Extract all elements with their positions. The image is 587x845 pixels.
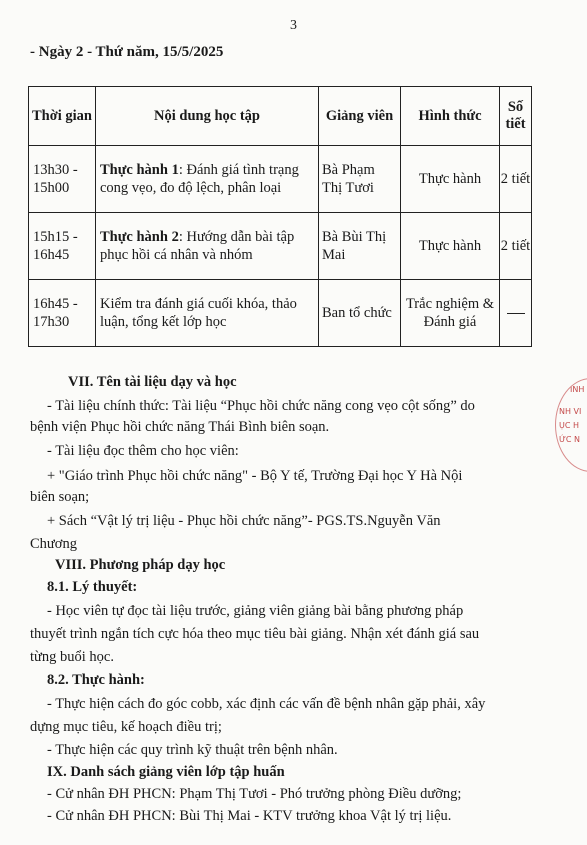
format-l2: Đánh giá <box>423 314 477 330</box>
content-l2: phục hồi cá nhân và nhóm <box>100 247 253 263</box>
cell-format <box>401 280 500 347</box>
stamp-text: ỤC H <box>559 421 579 430</box>
cell-lecturer <box>319 146 401 213</box>
header-content: Nội dung học tập <box>96 87 319 146</box>
page-number: 3 <box>290 18 297 33</box>
stamp-text: ÌNH <box>570 385 585 394</box>
cell-time <box>29 146 96 213</box>
paragraph-line: dựng mục tiêu, kế hoạch điều trị; <box>30 719 222 735</box>
header-time: Thời gian <box>29 87 96 146</box>
table-row <box>29 146 532 213</box>
format-l1: Thực hành <box>418 238 482 254</box>
paragraph-line: thuyết trình ngắn tích cực hóa theo mục tiêu bài giảng. Nhận xét đánh giá sau <box>30 626 480 642</box>
section-7-heading: VII. Tên tài liệu dạy và học <box>68 374 237 390</box>
content-l2: luận, tổng kết lớp học <box>100 314 227 330</box>
cell-content <box>96 146 319 213</box>
time-start: 16h45 - <box>33 296 78 312</box>
cell-time <box>29 213 96 280</box>
lecturer-l1: Bà Bùi Thị <box>322 229 387 245</box>
paragraph-line: Chương <box>30 536 77 552</box>
time-end: 17h30 <box>33 314 70 330</box>
table-row <box>29 213 532 280</box>
cell-periods: 2 tiết <box>500 146 532 213</box>
paragraph-line: - Thực hiện các quy trình kỹ thuật trên bệnh nhân. <box>47 742 338 758</box>
schedule-table <box>28 86 532 347</box>
time-end: 16h45 <box>33 247 70 263</box>
content-l2: cong vẹo, đo độ lệch, phân loại <box>100 180 282 196</box>
paragraph-line: bệnh viện Phục hồi chức năng Thái Bình biên soạn. <box>30 419 330 435</box>
content-bold: Thực hành 2 <box>100 229 179 245</box>
header-lecturer: Giảng viên <box>319 87 401 146</box>
paragraph-line: - Học viên tự đọc tài liệu trước, giảng viên giảng bài bằng phương pháp <box>47 603 464 619</box>
cell-content <box>96 280 319 347</box>
paragraph-line: từng buổi học. <box>30 649 114 665</box>
time-end: 15h00 <box>33 180 70 196</box>
cell-lecturer <box>319 280 401 347</box>
content-l1: : Hướng dẫn bài tập <box>178 229 295 245</box>
paragraph-line: - Tài liệu đọc thêm cho học viên: <box>47 443 239 459</box>
content-l1: : Đánh giá tình trạng <box>178 162 299 178</box>
time-start: 13h30 - <box>33 162 78 178</box>
content-bold: Thực hành 1 <box>100 162 179 178</box>
format-l1: Trắc nghiệm & <box>405 296 495 312</box>
red-stamp <box>555 378 587 472</box>
paragraph-line: - Cử nhân ĐH PHCN: Phạm Thị Tươi - Phó trưởng phòng Điều dưỡng; <box>47 786 462 802</box>
cell-periods: 2 tiết <box>500 213 532 280</box>
section-8-1-heading: 8.1. Lý thuyết: <box>47 579 138 595</box>
lecturer-l2: Thị Tươi <box>322 180 374 196</box>
lecturer-l1: Bà Phạm <box>322 162 375 178</box>
table-row <box>29 280 532 347</box>
paragraph-line: biên soạn; <box>30 489 90 505</box>
header-periods-l1: Số <box>507 99 524 115</box>
day-heading: - Ngày 2 - Thứ năm, 15/5/2025 <box>30 44 224 60</box>
header-periods-l2: tiết <box>505 116 526 132</box>
cell-periods <box>500 280 532 347</box>
paragraph-line: - Thực hiện cách đo góc cobb, xác định các vấn đề bệnh nhân gặp phải, xây <box>47 696 486 712</box>
header-periods <box>500 87 532 146</box>
section-8-2-heading: 8.2. Thực hành: <box>47 672 145 688</box>
cell-content <box>96 213 319 280</box>
stamp-text: ỨC N <box>559 435 580 444</box>
header-format: Hình thức <box>401 87 500 146</box>
content-l1: Kiểm tra đánh giá cuối khóa, thảo <box>100 296 297 312</box>
cell-time <box>29 280 96 347</box>
section-9-heading: IX. Danh sách giảng viên lớp tập huấn <box>47 764 285 780</box>
cell-lecturer <box>319 213 401 280</box>
lecturer-l2: Mai <box>322 247 346 263</box>
paragraph-line: + "Giáo trình Phục hồi chức năng" - Bộ Y tế, Trường Đại học Y Hà Nội <box>47 468 463 484</box>
cell-format <box>401 146 500 213</box>
lecturer-l1: Ban tổ chức <box>322 305 392 321</box>
table-header-row <box>29 87 532 146</box>
section-8-heading: VIII. Phương pháp dạy học <box>55 557 226 573</box>
paragraph-line: - Cử nhân ĐH PHCN: Bùi Thị Mai - KTV trưởng khoa Vật lý trị liệu. <box>47 808 452 824</box>
time-start: 15h15 - <box>33 229 78 245</box>
paragraph-line: + Sách “Vật lý trị liệu - Phục hồi chức năng”- PGS.TS.Nguyễn Văn <box>47 513 441 529</box>
format-l1: Thực hành <box>418 171 482 187</box>
paragraph-line: - Tài liệu chính thức: Tài liệu “Phục hồi chức năng cong vẹo cột sống” do <box>47 398 475 414</box>
cell-format <box>401 213 500 280</box>
dash-mark <box>507 313 525 314</box>
stamp-text: NH VI <box>559 407 582 416</box>
